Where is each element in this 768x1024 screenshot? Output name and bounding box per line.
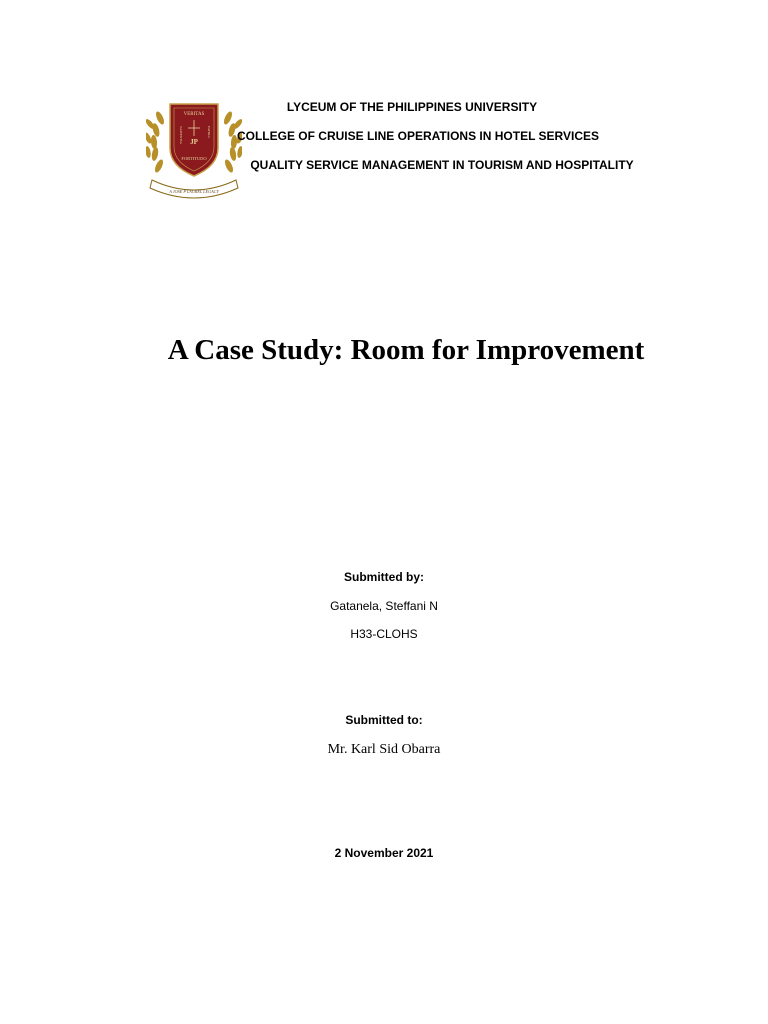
submitted-by-name: Gatanela, Steffani N [330, 599, 438, 613]
svg-text:FORTITUDO: FORTITUDO [181, 156, 207, 161]
submitted-by-label: Submitted by: [344, 570, 424, 584]
course-name: QUALITY SERVICE MANAGEMENT IN TOURISM AND HOSPITALITY [250, 158, 634, 172]
document-title: A Case Study: Room for Improvement [167, 334, 645, 366]
submitted-to-name: Mr. Karl Sid Obarra [327, 742, 441, 757]
university-seal-icon [146, 96, 242, 200]
college-name: COLLEGE OF CRUISE LINE OPERATIONS IN HOTEL SERVICES [236, 129, 600, 143]
submitted-by-section: H33-CLOHS [350, 627, 418, 641]
svg-text:SAPIENTIA: SAPIENTIA [179, 126, 183, 145]
submitted-to-label: Submitted to: [345, 713, 423, 727]
svg-text:VERITAS: VERITAS [183, 112, 205, 117]
svg-text:PATRIA: PATRIA [207, 126, 211, 138]
svg-text:A JOSE P LAUREL LEGACY: A JOSE P LAUREL LEGACY [169, 189, 219, 194]
university-name: LYCEUM OF THE PHILIPPINES UNIVERSITY [286, 100, 538, 114]
submission-date: 2 November 2021 [334, 846, 434, 860]
svg-text:JP: JP [190, 138, 198, 146]
laurel-left [146, 110, 166, 173]
